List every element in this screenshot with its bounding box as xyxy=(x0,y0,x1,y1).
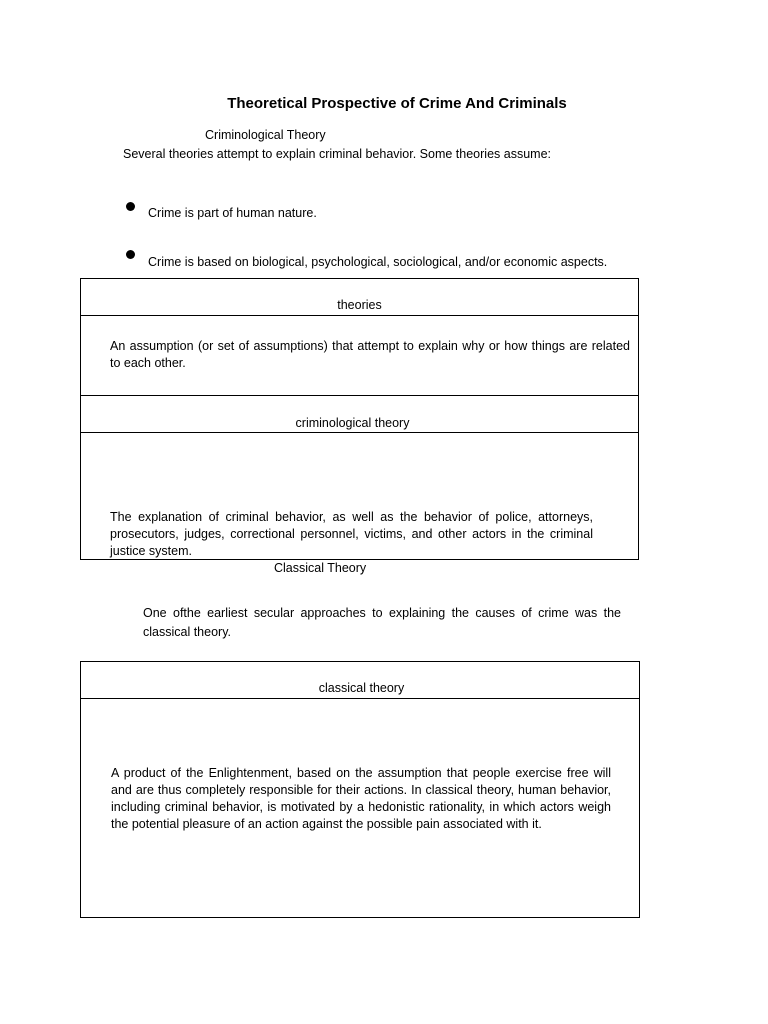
bullet-item: Crime is based on biological, psychological, sociological, and/or economic aspects. xyxy=(148,255,608,269)
definition-criminological-theory: The explanation of criminal behavior, as well as the behavior of police, attorneys, prosecutors, judges, correctional personnel, victims, and other actors in the criminal justice system. xyxy=(110,510,593,558)
table-divider xyxy=(80,315,639,316)
definition-theories: An assumption (or set of assumptions) that attempt to explain why or how things are related to each other. xyxy=(110,339,630,370)
table-divider xyxy=(80,698,640,699)
classical-intro: One ofthe earliest secular approaches to explaining the causes of crime was the classical theory. xyxy=(143,606,621,639)
intro-text: Several theories attempt to explain criminal behavior. Some theories assume: xyxy=(123,147,551,161)
table-divider xyxy=(80,395,639,396)
bullet-icon xyxy=(126,202,135,211)
table-divider xyxy=(80,432,639,433)
classical-heading: Classical Theory xyxy=(274,561,367,575)
bullet-icon xyxy=(126,250,135,259)
page-title: Theoretical Prospective of Crime And Criminals xyxy=(227,95,567,112)
bullet-item: Crime is part of human nature. xyxy=(148,206,317,220)
term-criminological-theory: criminological theory xyxy=(295,416,410,430)
term-classical-theory: classical theory xyxy=(318,681,405,695)
section-heading: Criminological Theory xyxy=(205,128,326,142)
definition-classical-theory: A product of the Enlightenment, based on the assumption that people exercise free will and are thus completely responsible for their actions. In classical theory, human behavior, including criminal behavior, is motivated by a hedonistic rationality, in which actors weigh the potential pleasure of an action against the possible pain associated with it. xyxy=(111,766,611,831)
term-theories: theories xyxy=(337,298,382,312)
